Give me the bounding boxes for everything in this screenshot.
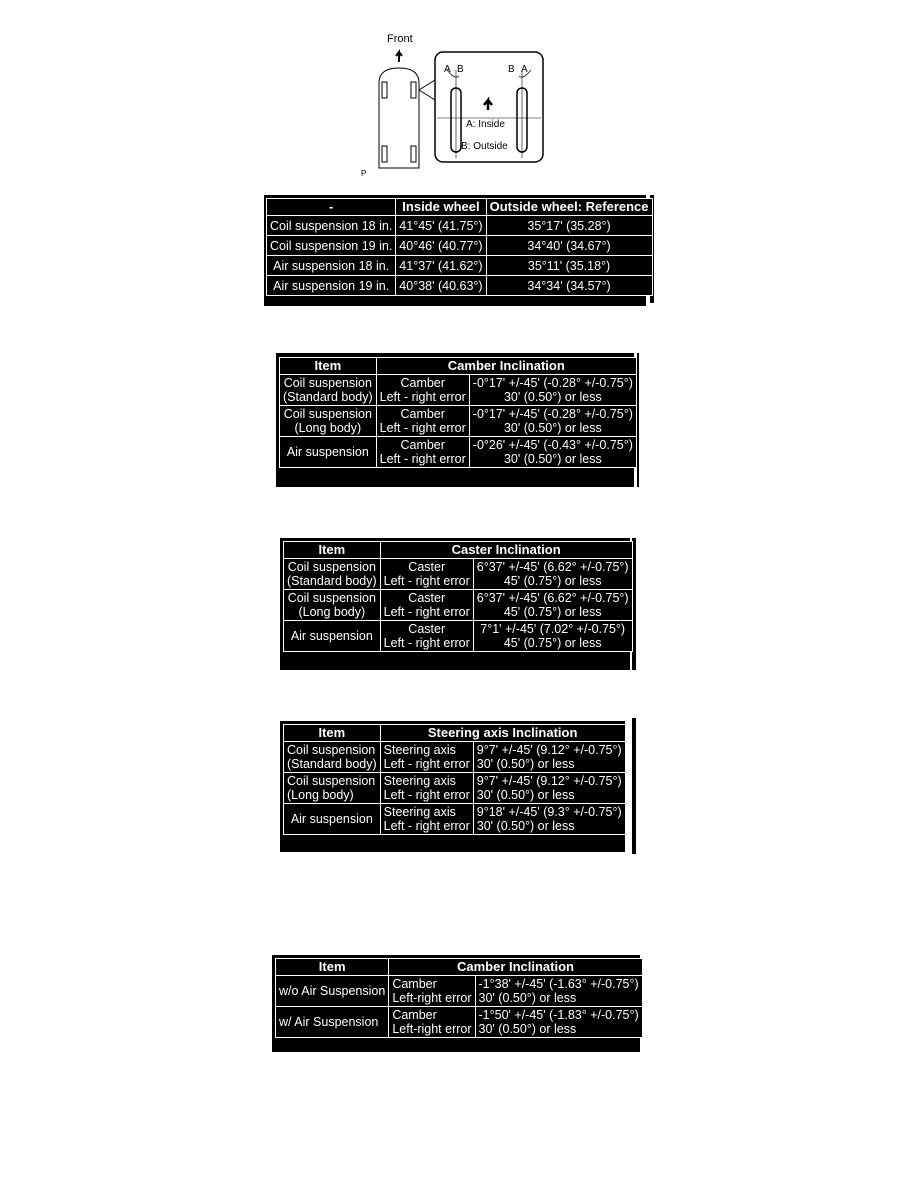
header-cell: Item: [276, 959, 389, 976]
header-cell: Steering axis Inclination: [380, 725, 625, 742]
steering-table-bar: [632, 718, 636, 854]
front-right-wheel: [411, 82, 416, 98]
header-cell: Outside wheel: Reference: [486, 199, 652, 216]
table-cell: Coil suspension 18 in.: [267, 216, 396, 236]
label-cell: Steering axis Left - right error: [380, 742, 473, 773]
value-cell: -1°38' +/-45' (-1.63° +/-0.75°) 30' (0.50°) or less: [475, 976, 642, 1007]
header-cell: Inside wheel: [396, 199, 486, 216]
value-cell: -0°26' +/-45' (-0.43° +/-0.75°) 30' (0.50°) or less: [469, 437, 636, 468]
corner-mark: P: [361, 169, 367, 178]
header-cell: -: [267, 199, 396, 216]
header-cell: Camber Inclination: [376, 358, 636, 375]
table-cell: 41°45' (41.75°): [396, 216, 486, 236]
item-cell: Air suspension: [284, 621, 381, 652]
front-arrow-icon: [396, 52, 402, 62]
item-cell: Coil suspension (Long body): [280, 406, 377, 437]
table-row: [284, 742, 626, 773]
label-cell: Steering axis Left - right error: [380, 804, 473, 835]
turning-angle-table: [266, 198, 653, 296]
front-label: Front: [387, 33, 413, 45]
front-left-wheel: [382, 82, 387, 98]
label-cell: Caster Left - right error: [380, 590, 473, 621]
rear-camber-table: [275, 958, 643, 1038]
item-cell: Coil suspension (Standard body): [284, 742, 381, 773]
value-cell: 9°7' +/-45' (9.12° +/-0.75°) 30' (0.50°) or less: [473, 773, 625, 804]
header-cell: Caster Inclination: [380, 542, 632, 559]
value-cell: 9°18' +/-45' (9.3° +/-0.75°) 30' (0.50°) or less: [473, 804, 625, 835]
item-cell: Coil suspension (Standard body): [280, 375, 377, 406]
item-cell: Air suspension: [284, 804, 381, 835]
table-row: [284, 773, 626, 804]
label-cell: Camber Left - right error: [376, 375, 469, 406]
table-cell: 41°37' (41.62°): [396, 256, 486, 276]
inside-label: A: Inside: [466, 119, 505, 130]
table-cell: Air suspension 18 in.: [267, 256, 396, 276]
table-row: [280, 375, 637, 406]
table-row: [267, 236, 653, 256]
label-cell: Camber Left - right error: [376, 437, 469, 468]
table-cell: 40°38' (40.63°): [396, 276, 486, 296]
caster-table: [283, 541, 633, 652]
angle-b-label: B: [457, 64, 464, 75]
value-cell: 6°37' +/-45' (6.62° +/-0.75°) 45' (0.75°) or less: [473, 559, 632, 590]
value-cell: -0°17' +/-45' (-0.28° +/-0.75°) 30' (0.50°) or less: [469, 406, 636, 437]
header-cell: Item: [284, 725, 381, 742]
table-row: [267, 216, 653, 236]
angle-a-label-right: A: [521, 64, 528, 75]
wheel-angle-diagram: [355, 28, 555, 178]
table-row: [280, 406, 637, 437]
table-cell: 34°40' (34.67°): [486, 236, 652, 256]
table-row: [276, 1007, 643, 1038]
table-header-row: [267, 199, 653, 216]
steering-axis-table: [283, 724, 626, 835]
header-cell: Item: [284, 542, 381, 559]
table-cell: 40°46' (40.77°): [396, 236, 486, 256]
label-cell: Steering axis Left - right error: [380, 773, 473, 804]
table-cell: 35°11' (35.18°): [486, 256, 652, 276]
header-cell: Item: [280, 358, 377, 375]
table-header-row: [280, 358, 637, 375]
item-cell: Coil suspension (Long body): [284, 773, 381, 804]
table-row: [267, 276, 653, 296]
table-header-row: [276, 959, 643, 976]
item-cell: w/o Air Suspension: [276, 976, 389, 1007]
item-cell: Air suspension: [280, 437, 377, 468]
table-row: [280, 437, 637, 468]
item-cell: w/ Air Suspension: [276, 1007, 389, 1038]
value-cell: -0°17' +/-45' (-0.28° +/-0.75°) 30' (0.50°) or less: [469, 375, 636, 406]
caster-table-bar: [632, 538, 636, 670]
angle-b-label-right: B: [508, 64, 515, 75]
value-cell: 9°7' +/-45' (9.12° +/-0.75°) 30' (0.50°) or less: [473, 742, 625, 773]
table-row: [284, 559, 633, 590]
rear-left-wheel: [382, 146, 387, 162]
camber-table-bar: [637, 353, 639, 487]
table-row: [284, 621, 633, 652]
table-row: [267, 256, 653, 276]
table-cell: 34°34' (34.57°): [486, 276, 652, 296]
table-row: [284, 804, 626, 835]
table-row: [284, 590, 633, 621]
camber-table: [279, 357, 637, 468]
value-cell: 6°37' +/-45' (6.62° +/-0.75°) 45' (0.75°) or less: [473, 590, 632, 621]
value-cell: 7°1' +/-45' (7.02° +/-0.75°) 45' (0.75°) or less: [473, 621, 632, 652]
label-cell: Camber Left-right error: [389, 976, 475, 1007]
label-cell: Caster Left - right error: [380, 621, 473, 652]
label-cell: Caster Left - right error: [380, 559, 473, 590]
header-cell: Camber Inclination: [389, 959, 642, 976]
item-cell: Coil suspension (Long body): [284, 590, 381, 621]
item-cell: Coil suspension (Standard body): [284, 559, 381, 590]
car-outline: [379, 68, 419, 168]
table-row: [276, 976, 643, 1007]
table-header-row: [284, 542, 633, 559]
rear-right-wheel: [411, 146, 416, 162]
value-cell: -1°50' +/-45' (-1.83° +/-0.75°) 30' (0.50°) or less: [475, 1007, 642, 1038]
label-cell: Camber Left - right error: [376, 406, 469, 437]
table-cell: 35°17' (35.28°): [486, 216, 652, 236]
table-cell: Coil suspension 19 in.: [267, 236, 396, 256]
outside-label: B: Outside: [461, 141, 508, 152]
angle-a-label: A: [444, 64, 451, 75]
label-cell: Camber Left-right error: [389, 1007, 475, 1038]
table-header-row: [284, 725, 626, 742]
table-cell: Air suspension 19 in.: [267, 276, 396, 296]
